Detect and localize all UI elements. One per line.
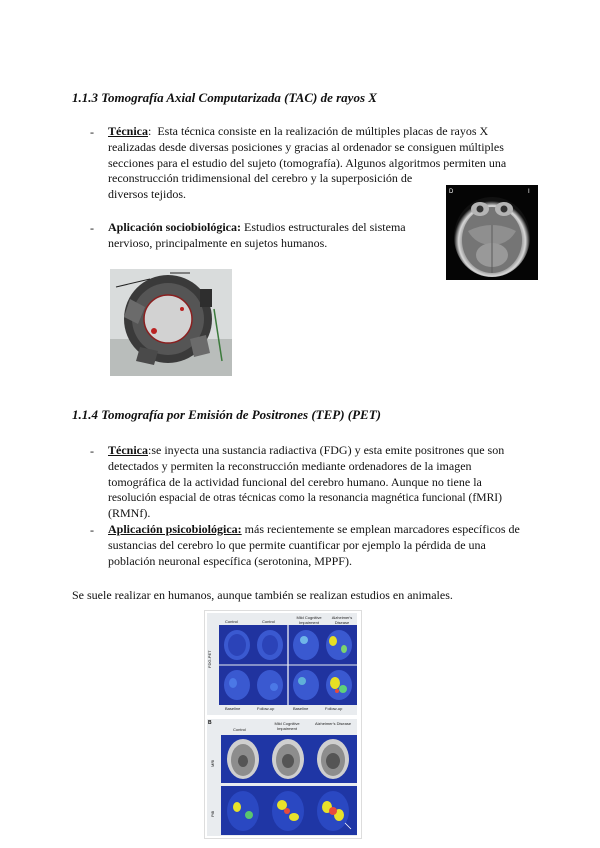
bullet-dash: - xyxy=(90,523,94,537)
ct-scanner-photo xyxy=(110,269,232,376)
pet-comparison-figure xyxy=(204,610,362,839)
psychobio-label: Aplicación psicobiológica: xyxy=(108,522,242,536)
panel-b-col1: Control xyxy=(233,727,246,732)
panel-b xyxy=(207,719,357,836)
panel-a xyxy=(207,613,357,715)
mri-brain-row xyxy=(227,739,349,779)
pet-technique-paragraph xyxy=(108,443,538,522)
pet-line-2: detectados y permiten la reconstrucción mediante ordenadores de la imagen xyxy=(108,458,472,473)
app-line-1: Estudios estructurales del sistema xyxy=(244,220,406,234)
panel-b-col3: Alzheimer's Disease xyxy=(314,721,352,726)
panel-a-foot2: Follow-up xyxy=(257,706,275,711)
bullet-dash: - xyxy=(90,444,94,458)
panel-b-letter: B xyxy=(208,720,212,726)
panel-a-foot3: Baseline xyxy=(293,706,309,711)
pet-technique-label: Técnica xyxy=(108,443,148,457)
technique-label: Técnica xyxy=(108,124,148,138)
panel-a-col2-label: Control xyxy=(262,619,275,624)
panel-b-row1: MRI xyxy=(210,759,215,767)
panel-a-col1-label: Control xyxy=(225,619,238,624)
panel-a-row-label: FDG-PET xyxy=(207,650,212,668)
panel-a-col3-label: Mild Cognitive Impairment xyxy=(296,615,322,625)
pet-line-4: resolución espacial de otras técnicas como la resonancia magnética funcional (fMRI) xyxy=(108,491,503,505)
tac-application-paragraph xyxy=(108,220,428,252)
svg-text:D: D xyxy=(449,189,454,195)
app-line-2: nervioso, principalmente en sujetos humanos. xyxy=(108,235,328,250)
mri-pib-grid xyxy=(221,735,357,835)
pib-brain-row xyxy=(227,791,351,831)
tac-line-5: diversos tejidos. xyxy=(108,187,186,202)
panel-a-foot4: Follow-up xyxy=(325,706,343,711)
bullet-dash: - xyxy=(90,125,94,139)
tac-line-1: Esta técnica consiste en la realización de múltiples placas de rayos X xyxy=(157,124,489,138)
application-label: Aplicación sociobiológica: xyxy=(108,220,241,234)
panel-b-row2: PiB xyxy=(210,810,215,817)
pet-line-3: tomográfica de la actividad funcional del cerebro humano. Aunque no tiene la xyxy=(108,474,482,489)
section-heading-tac: 1.1.3 Tomografía Axial Computarizada (TAC) de rayos X xyxy=(72,90,377,105)
technique-colon: : xyxy=(148,124,152,138)
pet-line-1: :se inyecta una sustancia radiactiva (FDG) y esta emite positrones que son xyxy=(148,443,505,457)
brain-ct-image xyxy=(446,185,538,280)
panel-b-col2: Mild Cognitive Impairment xyxy=(274,721,300,731)
psy-line-1: más recientemente se emplean marcadores específicos de xyxy=(244,522,520,536)
psy-line-2: sustancias del cerebro lo que permite cuantificar por ejemplo la pérdida de una xyxy=(108,537,486,552)
tac-line-2: realizadas desde diversas posiciones y gracias al ordenador se consiguen múltiples xyxy=(108,139,504,154)
panel-a-col4-label: Alzheimer's Disease xyxy=(331,615,353,625)
svg-text:I: I xyxy=(528,189,530,195)
psy-line-3: población neuronal específica (serotonina, MPPF). xyxy=(108,553,352,568)
bullet-dash: - xyxy=(90,221,94,235)
tac-line-3: secciones para el estudio del sujeto (tomografía). Algunos algoritmos permiten una xyxy=(108,155,507,170)
pet-line-5: (RMNf). xyxy=(108,506,151,521)
panel-a-foot1: Baseline xyxy=(225,706,241,711)
closing-sentence: Se suele realizar en humanos, aunque también se realizan estudios en animales. xyxy=(72,588,453,602)
pet-scan-grid xyxy=(219,625,357,705)
section-heading-pet: 1.1.4 Tomografía por Emisión de Positrones (TEP) (PET) xyxy=(72,407,381,422)
pet-application-paragraph xyxy=(108,522,538,569)
tac-line-4: reconstrucción tridimensional del cerebro y la superposición de xyxy=(108,171,413,186)
